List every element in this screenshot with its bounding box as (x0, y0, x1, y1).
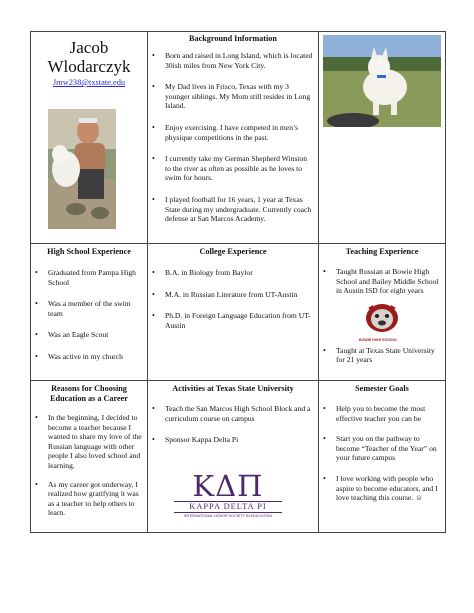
list-item: • I love working with people who aspire to become educators, and I love teaching this course. ☺ (319, 474, 442, 503)
list-item: • My Dad lives in Frisco, Texas with my 3 younger siblings. My Mom still resides in Long Island. (148, 82, 314, 111)
teaching-cell (319, 244, 445, 381)
high-school-header: High School Experience (47, 247, 131, 256)
list-item: • Enjoy exercising. I have competed in men’s physique competitions in the past. (148, 123, 314, 142)
list-item: • I played football for 16 years, 1 year at Texas State during my undergraduate. Currently coach defense at San Marcos Academy. (148, 195, 314, 224)
profile-photo (48, 109, 116, 229)
kdp-name: KAPPA DELTA PI (174, 501, 282, 513)
teaching-header: Teaching Experience (345, 247, 419, 256)
list-item: • Graduated from Pampa High School (31, 268, 144, 287)
reasons-header: Reasons for Choosing Education as a Career (50, 384, 128, 403)
high-school-list (31, 268, 147, 362)
info-grid (30, 31, 446, 533)
list-item: • Was an Eagle Scout (31, 330, 144, 340)
list-item: • Sponsor Kappa Delta Pi (148, 435, 314, 445)
list-item: • Taught at Texas State University for 21 years (319, 346, 442, 365)
list-item: • As my career got underway, I realized how gratifying it was as a teacher to help others to learn. (31, 480, 145, 518)
list-item: • Born and raised in Long Island, which is located 30ish miles from New York City. (148, 51, 314, 70)
list-item: • Was active in my church (31, 352, 144, 362)
background-header: Background Information (189, 34, 277, 43)
last-name: Wlodarczyk (47, 57, 131, 76)
list-item: • In the beginning, I decided to become a teacher because I wanted to share my love of the Russian language with other people I also loved school and learning. (31, 413, 145, 471)
activities-cell (148, 381, 319, 532)
dog-photo-cell (319, 32, 445, 244)
dog-photo (323, 35, 441, 127)
activities-list (148, 404, 318, 445)
activities-header: Activities at Texas State University (172, 384, 294, 393)
profile-cell (31, 32, 148, 244)
college-list (148, 268, 318, 330)
goals-cell (319, 381, 445, 532)
list-item: • Ph.D. in Foreign Language Education from UT-Austin (148, 311, 314, 330)
list-item: • Was a member of the swim team (31, 299, 144, 318)
background-list (148, 51, 318, 224)
list-item: • I currently take my German Shepherd Winston to the river as often as possible as he loves to swim for hours. (148, 154, 314, 183)
goals-header: Semester Goals (355, 384, 409, 393)
kdp-letters: KΔΠ (192, 469, 264, 503)
background-cell (148, 32, 319, 244)
bowie-logo (359, 302, 407, 342)
list-item: • M.A. in Russian Literature from UT-Austin (148, 290, 314, 300)
first-name: Jacob (69, 38, 109, 57)
college-cell (148, 244, 319, 381)
reasons-list (31, 413, 147, 518)
list-item: • Teach the San Marcos High School Block and a curriculum course on campus (148, 404, 314, 423)
bulldog-icon (359, 302, 405, 334)
list-item: • Taught Russian at Bowie High School and Bailey Middle School in Austin ISD for eight years (319, 267, 442, 296)
kdp-subtitle: INTERNATIONAL HONOR SOCIETY IN EDUCATION (183, 514, 273, 518)
list-item: • Help you to become the most effective teacher you can be (319, 404, 442, 423)
college-header: College Experience (199, 247, 267, 256)
goals-list (319, 404, 445, 503)
email-link[interactable]: Jmw238@txstate.edu (52, 78, 126, 87)
high-school-cell (31, 244, 148, 381)
teaching-list (319, 267, 445, 296)
list-item: • B.A. in Biology from Baylor (148, 268, 314, 278)
kappa-delta-pi-logo (172, 471, 284, 527)
bowie-logo-text: BOWIE HIGH SCHOOL (359, 337, 398, 342)
reasons-cell (31, 381, 148, 532)
list-item: • Start you on the pathway to become “Teacher of the Year” on your future campus (319, 434, 442, 463)
